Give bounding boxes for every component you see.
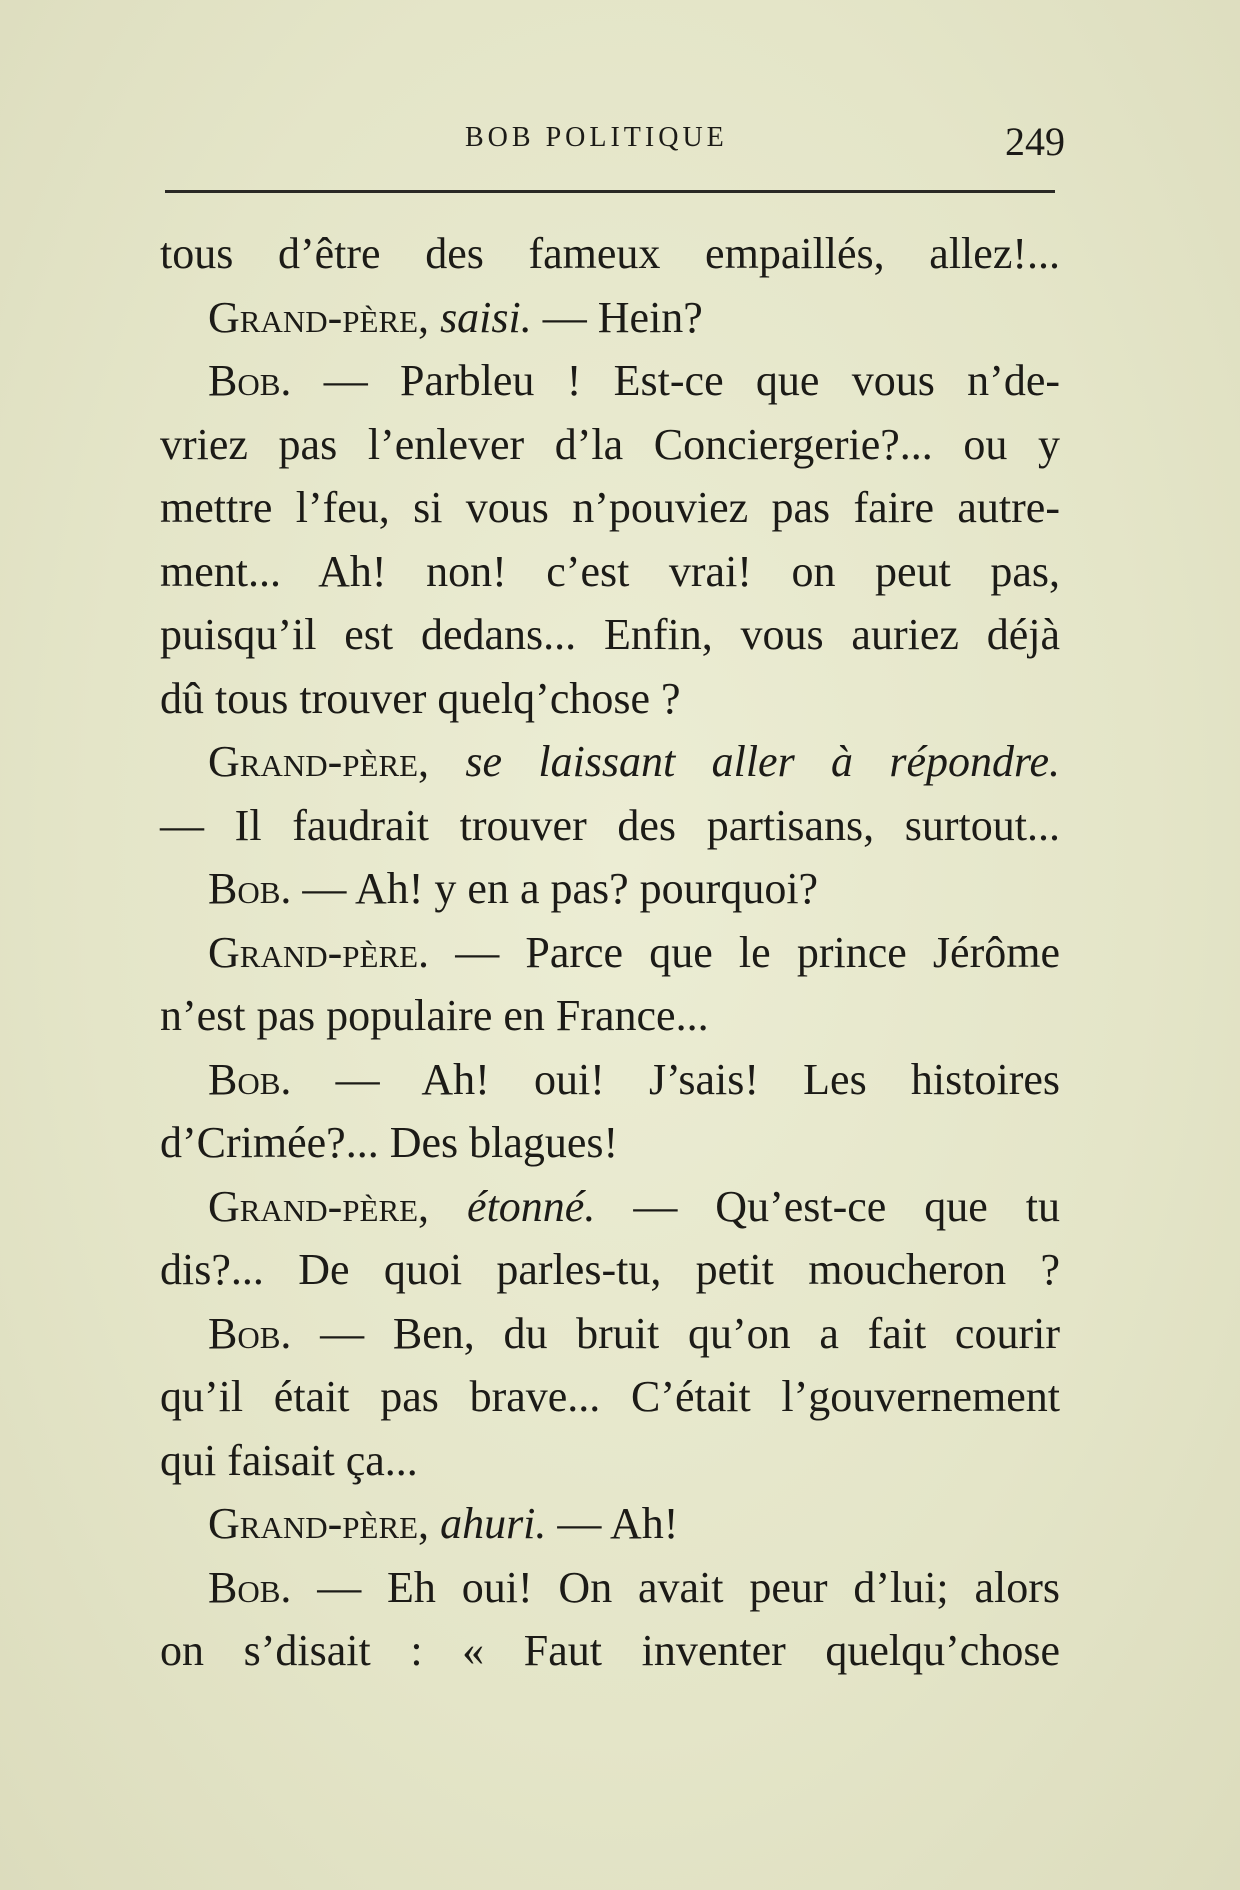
speaker-name: Grand-père, [208, 1499, 430, 1548]
line-text: — Ah! y en a pas? pourquoi? [291, 864, 819, 913]
text-line [160, 349, 1060, 413]
text-line [160, 1365, 1060, 1429]
text-line [160, 1619, 1060, 1683]
speaker-name: Grand-père. [208, 927, 430, 977]
text-line [160, 222, 1060, 286]
text-line [160, 413, 1060, 477]
text-line [160, 857, 1060, 921]
text-line [160, 1429, 1060, 1493]
stage-direction: étonné. [467, 1181, 596, 1231]
stage-direction: se laissant aller à répondre. [465, 737, 1060, 786]
text-line [160, 603, 1060, 667]
line-text: dis?... De quoi parles-tu, petit moucheron ? [160, 1245, 1060, 1294]
line-text: — Il faudrait trouver des partisans, surtout... [160, 800, 1060, 850]
line-text [429, 1182, 467, 1231]
text-line [160, 667, 1060, 731]
running-title: BOB POLITIQUE [465, 122, 728, 153]
stage-direction: saisi. [440, 292, 532, 342]
speaker-name: Bob. [208, 864, 292, 913]
line-text: — Parbleu ! Est-ce que vous n’de- [291, 356, 1060, 405]
line-text: — Ah! oui! J’sais! Les histoires [291, 1054, 1060, 1104]
text-line [160, 1556, 1060, 1620]
text-line [160, 730, 1060, 794]
line-text: — Eh oui! On avait peur d’lui; alors [291, 1562, 1060, 1612]
line-text [429, 293, 440, 342]
text-line [160, 1111, 1060, 1175]
speaker-name: Grand-père, [208, 1181, 430, 1231]
speaker-name: Bob. [208, 1054, 292, 1104]
line-text: — Qu’est-ce que tu [595, 1181, 1061, 1231]
speaker-name: Grand-père, [208, 292, 430, 342]
text-line [160, 476, 1060, 540]
line-text: — Hein? [531, 292, 703, 342]
text-line [160, 286, 1060, 350]
text-line [160, 1492, 1060, 1556]
line-text [429, 737, 465, 786]
line-text: mettre l’feu, si vous n’pouviez pas faire autre- [160, 483, 1060, 532]
text-line [160, 540, 1060, 604]
speaker-name: Bob. [208, 1562, 292, 1612]
speaker-name: Grand-père, [208, 737, 430, 786]
text-line [160, 1048, 1060, 1112]
speaker-name: Bob. [208, 1308, 292, 1358]
speaker-name: Bob. [208, 356, 292, 405]
line-text [429, 1499, 440, 1548]
text-line [160, 1302, 1060, 1366]
text-line [160, 794, 1060, 858]
page-number: 249 [1005, 119, 1065, 164]
line-text: dû tous trouver quelq’chose ? [160, 673, 681, 723]
line-text: — Parce que le prince Jérôme [429, 927, 1060, 977]
text-line [160, 984, 1060, 1048]
line-text: qui faisait ça... [160, 1435, 418, 1485]
line-text: — Ben, du bruit qu’on a fait courir [291, 1308, 1060, 1358]
line-text: n’est pas populaire en France... [160, 991, 709, 1040]
stage-direction: ahuri. [440, 1499, 547, 1548]
line-text: tous d’être des fameux empaillés, allez!... [160, 229, 1060, 278]
line-text: puisqu’il est dedans... Enfin, vous auriez déjà [160, 610, 1060, 659]
page-header [160, 118, 1065, 168]
body-text [160, 222, 1060, 1683]
line-text: d’Crimée?... Des blagues! [160, 1118, 619, 1167]
line-text: ment... Ah! non! c’est vrai! on peut pas, [160, 546, 1060, 596]
line-text: vriez pas l’enlever d’la Conciergerie?... ou y [160, 419, 1060, 469]
line-text: — Ah! [546, 1499, 679, 1548]
text-line [160, 921, 1060, 985]
line-text: on s’disait : « Faut inventer quelqu’chose [160, 1626, 1060, 1675]
text-line [160, 1238, 1060, 1302]
header-rule [165, 190, 1055, 193]
line-text: qu’il était pas brave... C’était l’gouvernement [160, 1372, 1060, 1421]
text-line [160, 1175, 1060, 1239]
